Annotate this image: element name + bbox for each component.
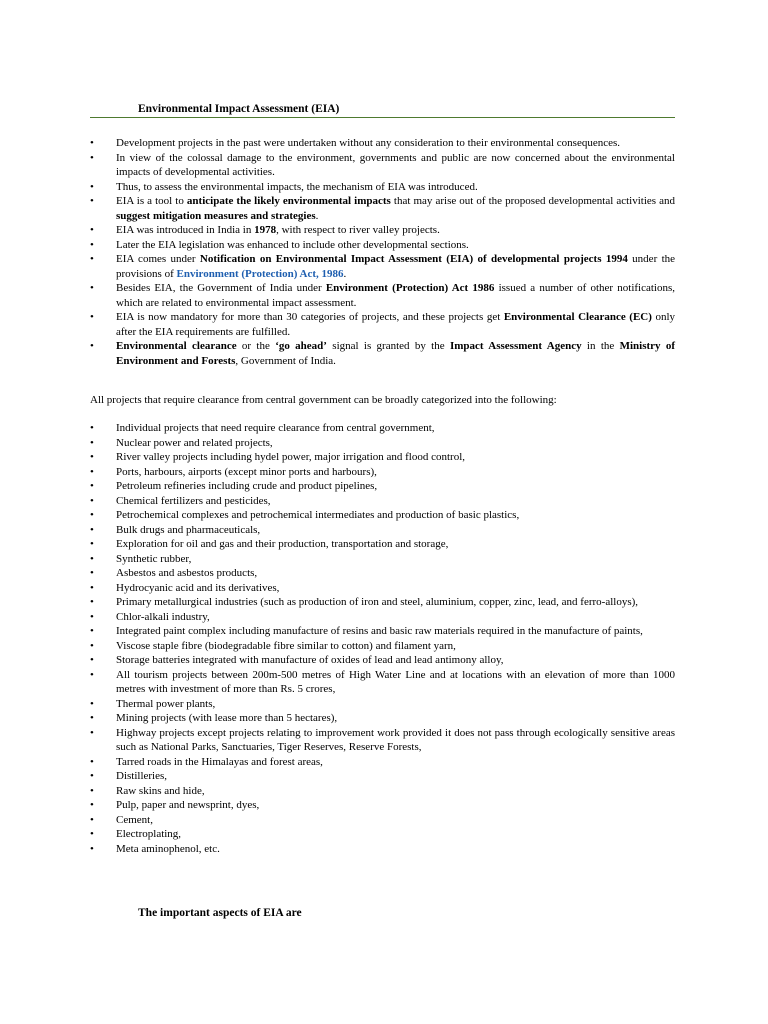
list-item: • Development projects in the past were undertaken without any consideration to their environmental consequences.: [90, 136, 675, 151]
eia-facts-list: [90, 136, 675, 368]
list-item: • EIA is now mandatory for more than 30 categories of projects, and these projects get Environmental Clearance (EC) only after the EIA requirements are fulfilled.: [90, 310, 675, 339]
list-item: • Nuclear power and related projects,: [90, 436, 675, 451]
list-item: • Petrochemical complexes and petrochemical intermediates and production of basic plastics,: [90, 508, 675, 523]
list-item: • Primary metallurgical industries (such as production of iron and steel, aluminium, copper, zinc, lead, and ferro-alloys),: [90, 595, 675, 610]
environment-protection-act-link[interactable]: Environment (Protection) Act, 1986: [176, 267, 344, 280]
list-item: • Tarred roads in the Himalayas and forest areas,: [90, 755, 675, 770]
title-underline: [90, 117, 675, 118]
list-item: • Chlor-alkali industry,: [90, 610, 675, 625]
list-item: • Environmental clearance or the ‘go ahead’ signal is granted by the Impact Assessment Agency in the Ministry of Environment and Forests, Government of India.: [90, 339, 675, 368]
project-categories-list: [90, 421, 675, 856]
list-item: • Electroplating,: [90, 827, 675, 842]
list-item: • Ports, harbours, airports (except minor ports and harbours),: [90, 465, 675, 480]
document-title: Environmental Impact Assessment (EIA): [138, 103, 340, 115]
list-item: • Integrated paint complex including manufacture of resins and basic raw materials required in the manufacture of paints,: [90, 624, 675, 639]
list-item: • EIA is a tool to anticipate the likely environmental impacts that may arise out of the proposed developmental activities and suggest mitigation measures and strategies.: [90, 194, 675, 223]
aspects-heading: The important aspects of EIA are: [138, 907, 302, 919]
list-item: • Highway projects except projects relating to improvement work provided it does not pass through ecologically sensitive areas such as National Parks, Sanctuaries, Tiger Reserves, Reserve Forests,: [90, 726, 675, 755]
list-item: • Petroleum refineries including crude and product pipelines,: [90, 479, 675, 494]
list-item: • Thus, to assess the environmental impacts, the mechanism of EIA was introduced.: [90, 180, 675, 195]
list-item: • Pulp, paper and newsprint, dyes,: [90, 798, 675, 813]
list-item: • Mining projects (with lease more than 5 hectares),: [90, 711, 675, 726]
list-item: • EIA comes under Notification on Environmental Impact Assessment (EIA) of developmental projects 1994 under the provisions of Environment (Protection) Act, 1986.: [90, 252, 675, 281]
list-item: • Chemical fertilizers and pesticides,: [90, 494, 675, 509]
list-item: • In view of the colossal damage to the environment, governments and public are now concerned about the environmental impacts of developmental activities.: [90, 151, 675, 180]
list-item: • Later the EIA legislation was enhanced to include other developmental sections.: [90, 238, 675, 253]
list-item: • Cement,: [90, 813, 675, 828]
list-item: • Meta aminophenol, etc.: [90, 842, 675, 857]
list-item: • Viscose staple fibre (biodegradable fibre similar to cotton) and filament yarn,: [90, 639, 675, 654]
list-item: • Individual projects that need require clearance from central government,: [90, 421, 675, 436]
list-item: • Asbestos and asbestos products,: [90, 566, 675, 581]
list-item: • Bulk drugs and pharmaceuticals,: [90, 523, 675, 538]
list-item: • Distilleries,: [90, 769, 675, 784]
categories-intro: All projects that require clearance from central government can be broadly categorized into the following:: [90, 394, 557, 406]
list-item: • Synthetic rubber,: [90, 552, 675, 567]
list-item: • Raw skins and hide,: [90, 784, 675, 799]
list-item: • Exploration for oil and gas and their production, transportation and storage,: [90, 537, 675, 552]
list-item: • All tourism projects between 200m-500 metres of High Water Line and at locations with an elevation of more than 1000 metres with investment of more than Rs. 5 crores,: [90, 668, 675, 697]
list-item: • Storage batteries integrated with manufacture of oxides of lead and lead antimony alloy,: [90, 653, 675, 668]
list-item: • EIA was introduced in India in 1978, with respect to river valley projects.: [90, 223, 675, 238]
list-item: • Besides EIA, the Government of India under Environment (Protection) Act 1986 issued a number of other notifications, which are related to environmental impact assessment.: [90, 281, 675, 310]
list-item: • Thermal power plants,: [90, 697, 675, 712]
list-item: • River valley projects including hydel power, major irrigation and flood control,: [90, 450, 675, 465]
list-item: • Hydrocyanic acid and its derivatives,: [90, 581, 675, 596]
